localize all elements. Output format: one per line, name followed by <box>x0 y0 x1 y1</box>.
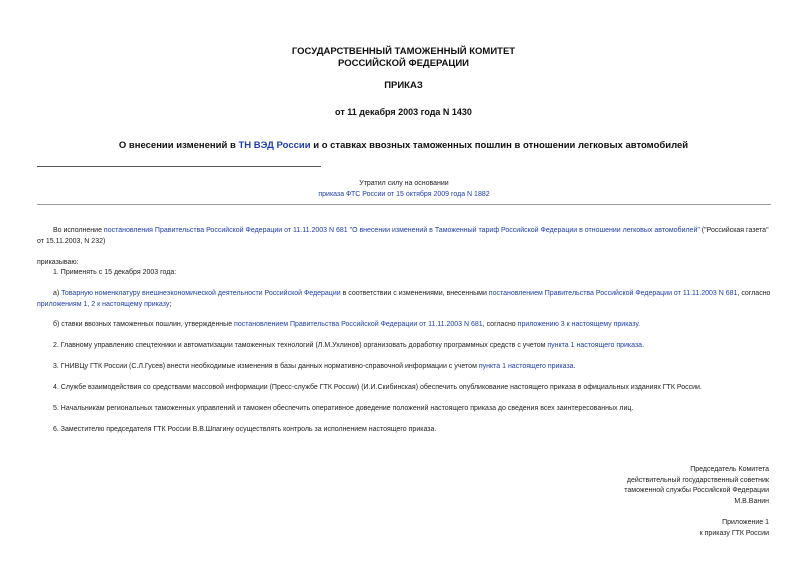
status-note <box>37 178 771 200</box>
status-link[interactable]: приказа ФТС России от 15 октября 2009 года N 1882 <box>318 191 490 198</box>
item-1b-link-2[interactable]: приложению 3 к настоящему приказу <box>517 321 639 328</box>
item-1a-text-4: ; <box>169 300 172 308</box>
title-link-tnved[interactable]: ТН ВЭД России <box>238 140 311 151</box>
separator-short <box>37 166 321 167</box>
item-1b-link-1[interactable]: постановлением Правительства Российской Федерации от 11.11.2003 N 681 <box>234 321 483 328</box>
order-word: приказываю: <box>37 259 79 266</box>
item-2-link[interactable]: пункта 1 настоящего приказа <box>547 342 643 349</box>
item-2-text-1: 2. Главному управлению спецтехники и автоматизации таможенных технологий (Л.М.Ухлинов) организовать доработку программных средств с учетом <box>53 342 548 349</box>
preamble-text-2: ("Российская газета" от 15.11.2003, N 232) <box>37 227 769 245</box>
item-1a <box>37 289 771 310</box>
item-5: 5. Начальникам региональных таможенных управлений и таможен обеспечить оперативное доведение положений настоящего приказа до сведения всех заинтересованных лиц. <box>53 405 634 412</box>
item-2-text-2: . <box>642 342 645 349</box>
item-2 <box>37 341 771 352</box>
title-text-1: О внесении изменений в <box>118 140 239 151</box>
issuer-line-2: РОССИЙСКОЙ ФЕДЕРАЦИИ <box>337 58 469 69</box>
item-1b-text-2: , согласно <box>482 321 518 328</box>
item-1a-text-3: , согласно <box>737 290 771 297</box>
document-title <box>0 140 807 151</box>
title-text-2: и о ставках ввозных таможенных пошлин в отношении легковых автомобилей <box>310 140 689 151</box>
issuer-line-1: ГОСУДАРСТВЕННЫЙ ТАМОЖЕННЫЙ КОМИТЕТ <box>291 46 516 57</box>
signature-block <box>624 465 769 507</box>
preamble-link[interactable]: постановления Правительства Российской Федерации от 11.11.2003 N 681 "О внесении изменений в Таможенный тариф Российской Федерации в отношении легковых автомобилей" <box>103 227 700 234</box>
item-3 <box>37 362 771 373</box>
signature-line-3: таможенной службы Российской Федерации <box>624 487 769 494</box>
item-1a-text-2: в соответствии с изменениями, внесенными <box>340 290 489 297</box>
item-1: 1. Применять с 15 декабря 2003 года: <box>53 269 177 276</box>
item-1a-link-3[interactable]: приложениям 1, 2 к настоящему приказу <box>37 300 170 308</box>
item-6: 6. Заместителю председателя ГТК России В.В.Шпагину осуществлять контроль за исполнением настоящего приказа. <box>53 426 437 433</box>
status-text: Утратил силу на основании <box>359 180 449 187</box>
appendix-heading <box>700 518 769 539</box>
item-4: 4. Службе взаимодействия со средствами массовой информации (Пресс-службе ГТК России) (И.И.Скибинская) обеспечить опубликование настоящего приказа в официальных изданиях ГТК России. <box>53 384 702 391</box>
item-1a-link-1[interactable]: Товарную номенклатуру внешнеэкономической деятельности Российской Федерации <box>61 290 341 297</box>
signature-line-1: Председатель Комитета <box>690 466 769 473</box>
item-3-link[interactable]: пункта 1 настоящего приказа <box>478 363 574 370</box>
item-3-text-1: 3. ГНИВЦу ГТК России (С.Л.Гусев) внести необходимые изменения в базы данных нормативно-справочной информации с учетом <box>53 363 479 370</box>
item-1b <box>37 320 771 331</box>
appendix-line-1: Приложение 1 <box>722 519 769 526</box>
document-date-number: от 11 декабря 2003 года N 1430 <box>335 107 472 117</box>
document-type: ПРИКАЗ <box>384 80 423 91</box>
separator-full <box>37 204 771 205</box>
item-1b-text-1: б) ставки ввозных таможенных пошлин, утвержденные <box>53 321 235 328</box>
item-3-text-2: . <box>573 363 576 370</box>
item-1a-link-2[interactable]: постановлением Правительства Российской Федерации от 11.11.2003 N 681 <box>488 290 738 297</box>
item-1a-text-1: а) <box>53 290 62 297</box>
appendix-line-2: к приказу ГТК России <box>699 529 769 537</box>
preamble <box>37 226 771 247</box>
item-1b-text-3: . <box>638 321 641 328</box>
signature-name: М.В.Ванин <box>734 497 769 505</box>
preamble-text-1: Во исполнение <box>53 227 104 234</box>
signature-line-2: действительный государственный советник <box>626 476 769 484</box>
